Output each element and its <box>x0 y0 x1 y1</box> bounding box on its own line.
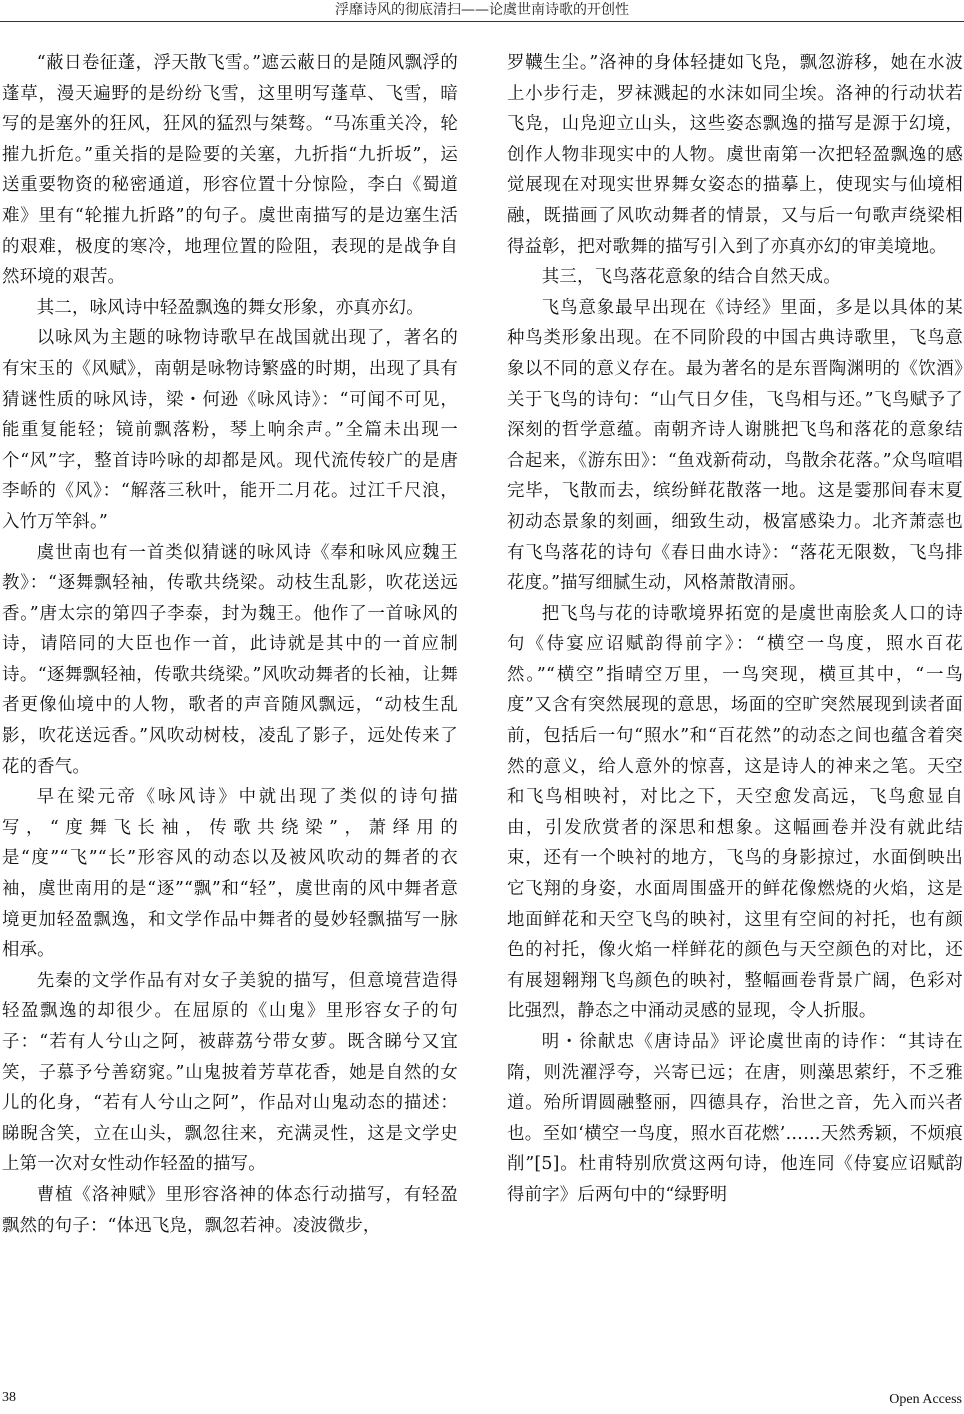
paragraph: 曹植《洛神赋》里形容洛神的体态行动描写，有轻盈飘然的句子：“体迅飞凫，飘忽若神。凌波微步， <box>2 1184 458 1236</box>
paragraph: 明・徐献忠《唐诗品》评论虞世南的诗作：“其诗在隋，则洗濯浮夸，兴寄已远；在唐，则藻思萦纡，不乏雅道。殆所谓圆融整丽，四德具存，治世之音，先入而兴者也。至如‘横空一鸟度，照水百花燃’……天然秀颖，不烦痕削”[5]。杜甫特别欣赏这两句诗，他连同《侍宴应诏赋韵得前字》后两句中的“绿野明 <box>507 1032 963 1205</box>
paragraph: 以咏风为主题的咏物诗歌早在战国就出现了，著名的有宋玉的《风赋》，南朝是咏物诗繁盛的时期，出现了具有猜谜性质的咏风诗，梁・何逊《咏风诗》：“可闻不可见，能重复能轻；镜前飘落粉，琴上响余声。”全篇未出现一个“风”字，整首诗吟咏的却都是风。现代流传较广的是唐李峤的《风》：“解落三秋叶，能开二月花。过江千尺浪，入竹万竿斜。” <box>2 328 458 532</box>
paragraph: 早在梁元帝《咏风诗》中就出现了类似的诗句描写，“度舞飞长袖，传歌共绕梁”，萧绎用的是“度”“飞”“长”形容风的动态以及被风吹动的舞者的衣袖，虞世南用的是“逐”“飘”和“轻”，虞世南的风中舞者意境更加轻盈飘逸，和文学作品中舞者的曼妙轻飘描写一脉相承。 <box>2 787 458 961</box>
journal-name: Open Access <box>889 1392 962 1407</box>
paragraph: 把飞鸟与花的诗歌境界拓宽的是虞世南脍炙人口的诗句《侍宴应诏赋韵得前字》：“横空一鸟度，照水百花然。”“横空”指晴空万里，一鸟突现，横亘其中，“一鸟度”又含有突然展现的意思，场面的空旷突然展现到读者面前，包括后一句“照水”和“百花然”的动态之间也蕴含着突然的意义，给人意外的惊喜，这是诗人的神来之笔。天空和飞鸟相映衬，对比之下，天空愈发高远，飞鸟愈显自由，引发欣赏者的深思和想象。这幅画卷并没有就此结束，还有一个映衬的地方，飞鸟的身影掠过，水面倒映出它飞翔的身姿，水面周围盛开的鲜花像燃烧的火焰，这是地面鲜花和天空飞鸟的映衬，这里有空间的衬托，也有颜色的衬托，像火焰一样鲜花的颜色与天空颜色的对比，还有展翅翱翔飞鸟颜色的映衬，整幅画卷背景广阔，色彩对比强烈，静态之中涌动灵感的显现，令人折服。 <box>507 603 963 1022</box>
paragraph: 其二，咏风诗中轻盈飘逸的舞女形象，亦真亦幻。 <box>36 297 424 318</box>
paragraph: 其三，飞鸟落花意象的结合自然天成。 <box>541 267 841 288</box>
paragraph: 虞世南也有一首类似猜谜的咏风诗《奉和咏风应魏王教》：“逐舞飘轻袖，传歌共绕梁。动枝生乱影，吹花送远香。”唐太宗的第四子李泰，封为魏王。他作了一首咏风的诗，请陪同的大臣也作一首，此诗就是其中的一首应制诗。“逐舞飘轻袖，传歌共绕梁。”风吹动舞者的长袖，让舞者更像仙境中的人物，歌者的声音随风飘远，“动枝生乱影，吹花送远香。”风吹动树枝，凌乱了影子，远处传来了花的香气。 <box>2 542 458 777</box>
header-rule <box>0 21 964 22</box>
running-header: 浮靡诗风的彻底清扫——论虞世南诗歌的开创性 <box>335 2 629 18</box>
right-column <box>507 48 963 1378</box>
paragraph: “蔽日卷征蓬，浮天散飞雪。”遮云蔽日的是随风飘浮的蓬草，漫天遍野的是纷纷飞雪，这里明写蓬草、飞雪，暗写的是塞外的狂风，狂风的猛烈与桀骜。“马冻重关冷，轮摧九折危。”重关指的是险要的关塞，九折指“九折坂”，运送重要物资的秘密通道，形容位置十分惊险，李白《蜀道难》里有“轮摧九折路”的句子。虞世南描写的是边塞生活的艰难，极度的寒冷，地理位置的险阻，表现的是战争自然环境的艰苦。 <box>2 53 458 288</box>
paragraph: 飞鸟意象最早出现在《诗经》里面，多是以具体的某种鸟类形象出现。在不同阶段的中国古典诗歌里，飞鸟意象以不同的意义存在。最为著名的是东晋陶渊明的《饮酒》关于飞鸟的诗句：“山气日夕佳，飞鸟相与还。”飞鸟赋予了深刻的哲学意蕴。南朝齐诗人谢朓把飞鸟和落花的意象结合起来，《游东田》：“鱼戏新荷动，鸟散余花落。”众鸟喧唱完毕，飞散而去，缤纷鲜花散落一地。这是霎那间春末夏初动态景象的刻画，细致生动，极富感染力。北齐萧悫也有飞鸟落花的诗句《春日曲水诗》：“落花无限数，飞鸟排花度。”描写细腻生动，风格萧散清丽。 <box>507 297 963 594</box>
left-column <box>2 48 458 1378</box>
page-number: 38 <box>2 1390 16 1405</box>
paragraph-continued: 罗韈生尘。”洛神的身体轻捷如飞凫，飘忽游移，她在水波上小步行走，罗袜溅起的水沫如同尘埃。洛神的行动状若飞凫，山凫迎立山头，这些姿态飘逸的描写是源于幻境，创作人物非现实中的人物。虞世南第一次把轻盈飘逸的感觉展现在对现实世界舞女姿态的描摹上，使现实与仙境相融，既描画了风吹动舞者的情景，又与后一句歌声绕梁相得益彰，把对歌舞的描写引入到了亦真亦幻的审美境地。 <box>507 53 963 257</box>
paragraph: 先秦的文学作品有对女子美貌的描写，但意境营造得轻盈飘逸的却很少。在屈原的《山鬼》里形容女子的句子：“若有人兮山之阿，被薜荔兮带女萝。既含睇兮又宜笑，子慕予兮善窈窕。”山鬼披着芳草花香，她是自然的女儿的化身，“若有人兮山之阿”，作品对山鬼动态的描述：睇睨含笑，立在山头，飘忽往来，充满灵性，这是文学史上第一次对女性动作轻盈的描写。 <box>2 970 458 1175</box>
